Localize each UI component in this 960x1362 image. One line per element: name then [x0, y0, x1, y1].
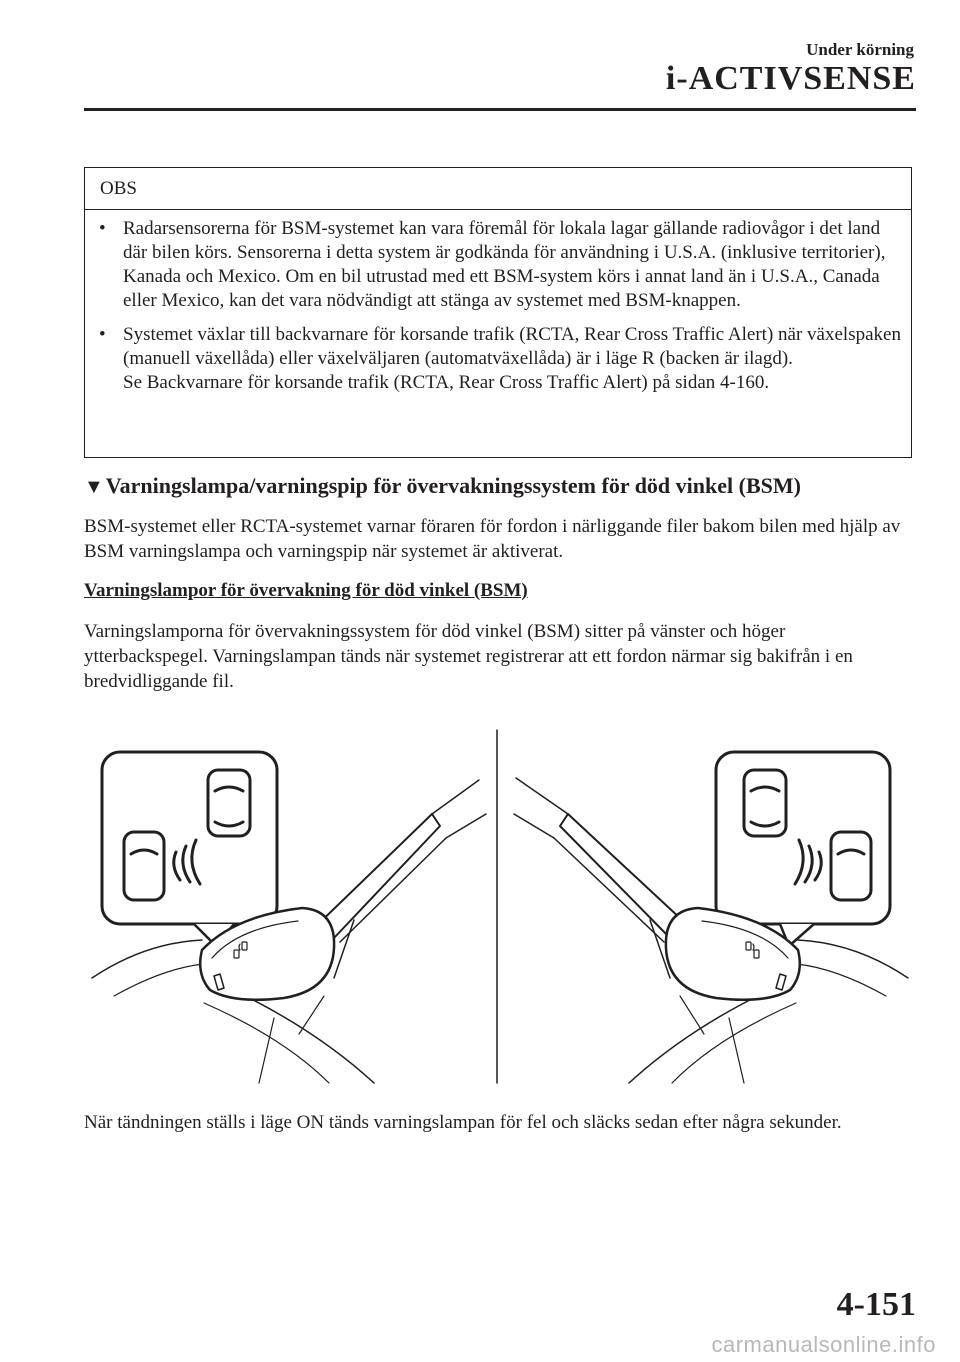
bullet-icon: •	[99, 218, 106, 239]
header-rule	[84, 108, 916, 111]
right-callout-car-icon-far	[831, 832, 871, 900]
right-callout-wave-icon	[795, 840, 821, 884]
obs-item	[85, 323, 911, 395]
bsm-mirror-illustration	[84, 728, 916, 1088]
description-paragraph: Varningslamporna för övervakningssystem för död vinkel (BSM) sitter på vänster och höger ytterbackspegel. Varningslampan tänds när systemet registrerar att ett fordon närmar sig bakifrån i en bredvidliggande fil.	[84, 621, 853, 692]
triangle-marker-icon: ▼	[84, 476, 104, 498]
left-mirror-scene	[92, 752, 486, 1083]
after-figure-paragraph: När tändningen ställs i läge ON tänds varningslampan för fel och släcks sedan efter några sekunder.	[84, 1112, 842, 1133]
page-number: 4-151	[836, 1286, 916, 1323]
section-heading	[84, 473, 924, 499]
watermark: carmanualsonline.info	[711, 1332, 936, 1357]
intro-paragraph: BSM-systemet eller RCTA-systemet varnar föraren för fordon i närliggande filer bakom bilen med hjälp av BSM varningslampa och varningspip när systemet är aktiverat.	[84, 516, 901, 562]
left-callout-car-icon-far	[124, 832, 164, 900]
running-header-title: i-ACTIVSENSE	[665, 60, 916, 97]
section-heading-text: Varningslampa/varningspip för övervakningssystem för död vinkel (BSM)	[105, 473, 801, 498]
running-header-section: Under körning	[806, 40, 914, 59]
left-callout-car-icon-near	[208, 770, 250, 836]
obs-item	[85, 217, 911, 313]
obs-note-box	[84, 167, 912, 458]
bullet-icon: •	[99, 324, 106, 345]
right-mirror-scene	[514, 752, 908, 1083]
obs-item-reference: Se Backvarnare för korsande trafik (RCTA, Rear Cross Traffic Alert) på sidan 4-160.	[123, 372, 770, 393]
right-mirror	[666, 908, 800, 1000]
obs-item-text: Radarsensorerna för BSM-systemet kan vara föremål för lokala lagar gällande radiovågor i det land där bilen körs. Sensorerna i detta system är godkända för användning i U.S.A. (inklusive territorier), Kanada och Mexico. Om en bil utrustad med ett BSM-system körs i annat land än i U.S.A., Canada eller Mexico, kan det vara nödvändigt att stänga av systemet med BSM-knappen.	[123, 218, 886, 311]
left-mirror	[200, 908, 334, 1000]
obs-title: OBS	[85, 168, 911, 210]
obs-list	[85, 210, 911, 395]
right-callout-car-icon-near	[744, 770, 786, 836]
obs-item-text: Systemet växlar till backvarnare för korsande trafik (RCTA, Rear Cross Traffic Alert) när växelspaken (manuell växellåda) eller växelväljaren (automatväxellåda) är i läge R (backen är ilagd).	[123, 324, 901, 369]
subheading: Varningslampor för övervakning för död vinkel (BSM)	[84, 580, 528, 601]
left-callout-wave-icon	[174, 840, 200, 884]
